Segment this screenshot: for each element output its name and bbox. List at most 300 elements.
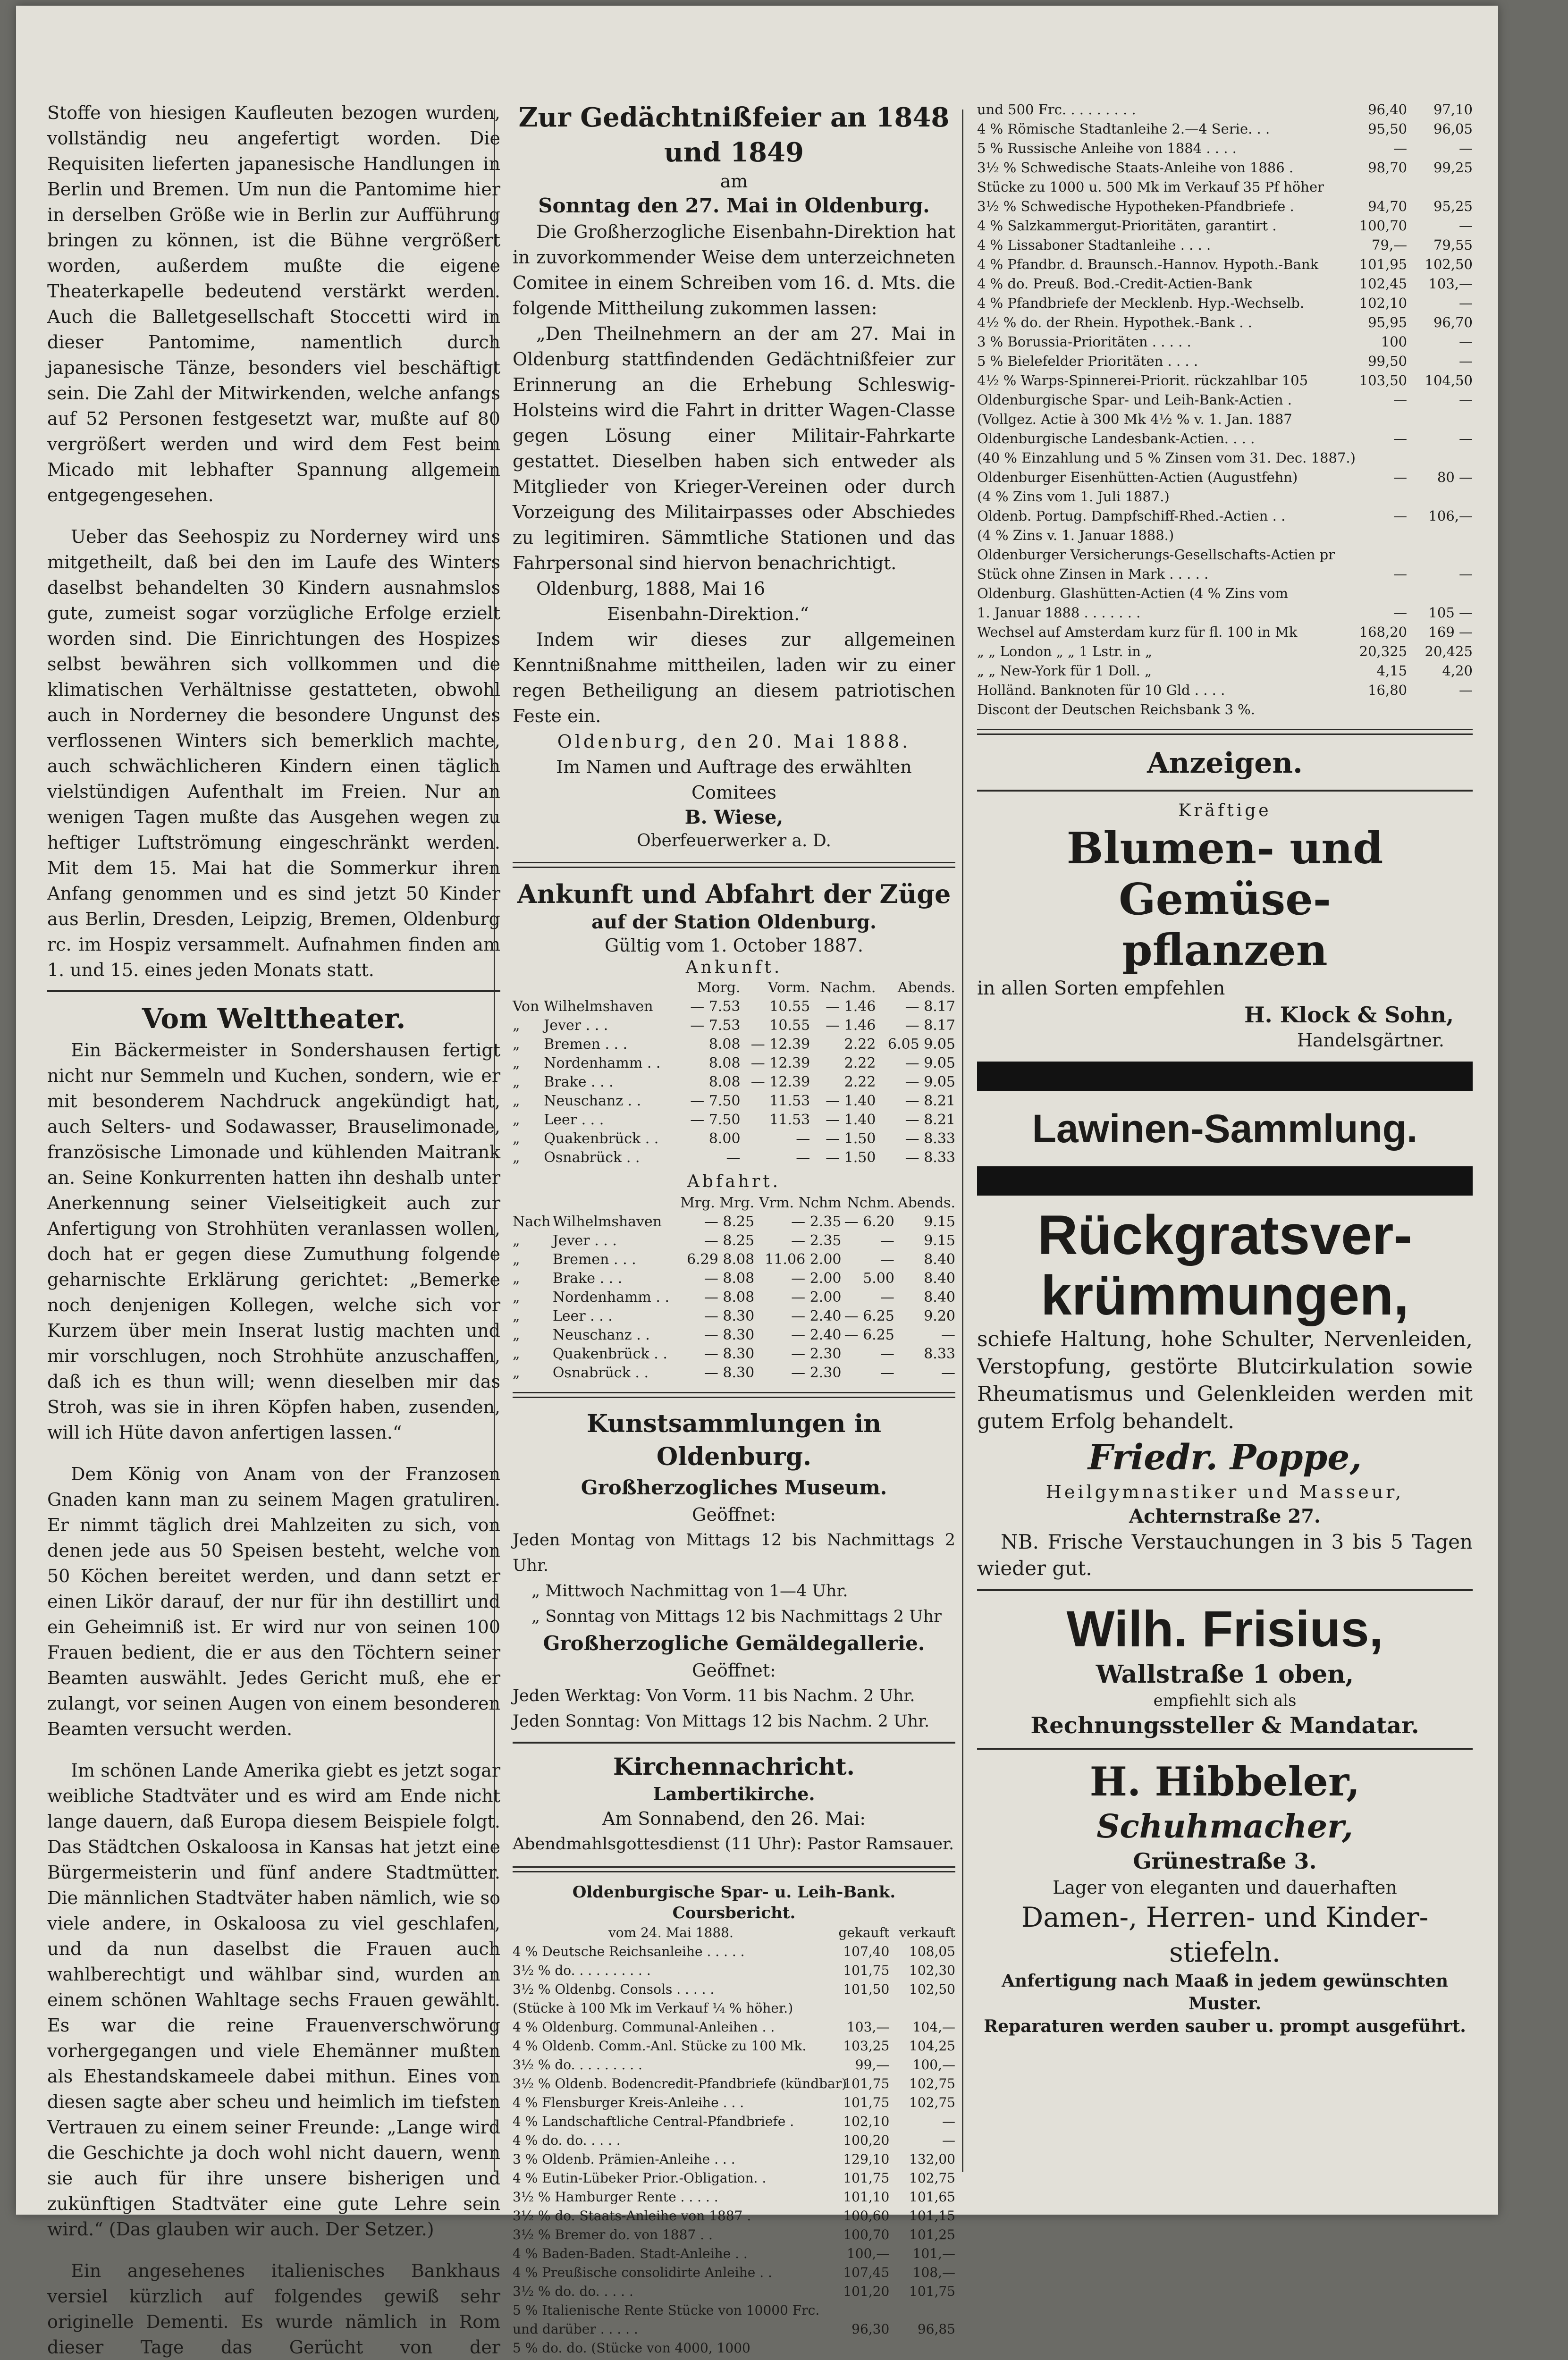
table-header <box>513 1923 955 1942</box>
ad-text: Achternstraße 27. <box>1129 1505 1321 1527</box>
table-cell <box>1341 584 1407 603</box>
table-cell: 3 % Oldenb. Prämien-Anleihe . . . <box>513 2151 735 2167</box>
table-cell: 101,75 <box>843 2170 890 2186</box>
table-cell: 107,40 <box>843 1944 890 1959</box>
table-cell: 3½ % Oldenb. Bodencredit-Pfandbriefe (kündbar) <box>513 2076 847 2091</box>
table-cell: — <box>1459 218 1473 234</box>
text-line: Im Namen und Auftrage des erwählten Comitees <box>556 757 912 803</box>
text-line: Eisenbahn-Direktion.“ <box>607 604 809 624</box>
table-cell: vom 24. Mai 1888. <box>608 1925 733 1940</box>
table-row <box>513 1016 955 1035</box>
table-row <box>977 487 1473 506</box>
table-cell: Vorm. <box>767 979 810 996</box>
table-row <box>977 448 1473 468</box>
table-row <box>977 565 1473 584</box>
table-cell: 100,70 <box>843 2227 890 2242</box>
table-cell: 102,75 <box>909 2076 955 2091</box>
table-cell: — 8.30 <box>704 1308 755 1324</box>
table-row <box>513 1054 955 1073</box>
table-cell: „ <box>513 1308 520 1324</box>
table-cell: „ <box>513 1289 520 1306</box>
table-cell: — <box>1459 334 1473 350</box>
table-cell: 101,75 <box>843 2095 890 2110</box>
table-cell: — 12.39 <box>750 1074 810 1090</box>
table-cell: 101,25 <box>909 2227 955 2242</box>
table-cell: — <box>1393 140 1408 156</box>
table-row <box>513 1980 955 1999</box>
table-row <box>977 526 1473 545</box>
ad-text: Kräftige <box>1178 801 1272 820</box>
table-cell: (40 % Einzahlung und 5 % Zinsen vom 31. Dec. 1887.) <box>977 450 1356 466</box>
table-row <box>513 2188 955 2207</box>
subheading: Großherzogliche Gemäldegallerie. <box>543 1632 925 1655</box>
table-cell: Jever . . . <box>544 1017 608 1034</box>
table-row <box>513 1129 955 1148</box>
table-cell: — 2.40 <box>791 1327 842 1343</box>
table-cell: (4 % Zins vom 1. Juli 1887.) <box>977 489 1170 505</box>
table-row <box>977 119 1473 139</box>
departure-table <box>513 1194 955 1382</box>
table-cell: 103,— <box>1428 276 1473 292</box>
table-cell: „ <box>513 1017 520 1034</box>
table-cell: 129,10 <box>843 2151 890 2167</box>
table-cell <box>1407 448 1473 468</box>
text-line: Jeden Montag von Mittags 12 bis Nachmittags 2 Uhr. <box>513 1531 955 1575</box>
black-bar <box>977 1166 1473 1196</box>
text-line: „ Sonntag von Mittags 12 bis Nachmittags 2 Uhr <box>531 1607 942 1626</box>
table-cell: 103,— <box>846 2019 890 2035</box>
table-cell: 98,70 <box>1368 160 1408 176</box>
article-paragraph: Ein angesehenes italienisches Bankhaus versiel kürzlich auf folgendes gewiß sehr originelle Dementi. Es wurde nämlich in Rom dieser Tage das Gerücht von der <box>47 2260 500 2358</box>
section-heading: Oldenburgische Spar- u. Leih-Bank. Coursbericht. <box>572 1883 896 1922</box>
text-line: Geöffnet: <box>692 1504 776 1525</box>
table-cell: 8.33 <box>924 1346 955 1362</box>
table-cell: 5 % Italienische Rente Stücke von 10000 Frc. und darüber . . . . . <box>513 2302 820 2337</box>
text-line: Jeden Sonntag: Von Mittags 12 bis Nachm. 2 Uhr. <box>513 1712 930 1731</box>
table-cell: — 6.25 <box>844 1308 894 1324</box>
table-cell: „ <box>513 1270 520 1287</box>
table-cell: „ „ London „ „ 1 Lstr. in „ <box>977 643 1153 659</box>
table-cell: Wechsel auf Amsterdam kurz für fl. 100 in Mk <box>977 624 1298 640</box>
table-cell: 2.22 <box>844 1074 876 1090</box>
table-row <box>977 603 1473 623</box>
table-cell: 5 % do. do. (Stücke von 4000, 1000 <box>513 2340 750 2356</box>
table-cell: — 1.46 <box>826 1017 876 1034</box>
table-row <box>513 1092 955 1111</box>
table-cell: — <box>880 1289 894 1306</box>
table-row <box>977 100 1473 119</box>
table-cell: 79,55 <box>1433 237 1473 253</box>
subheading: Sonntag den 27. Mai in Oldenburg. <box>538 194 930 217</box>
table-cell <box>1407 526 1473 545</box>
table-row <box>977 661 1473 681</box>
divider <box>513 1742 955 1744</box>
table-row <box>513 1213 955 1231</box>
table-cell: „ <box>513 1130 520 1147</box>
table-cell: Nordenhamm . . <box>552 1289 670 1306</box>
table-cell: 101,75 <box>909 2284 955 2299</box>
table-cell: 6.05 9.05 <box>887 1036 955 1053</box>
table-row <box>513 1111 955 1129</box>
table-cell: 9.15 <box>924 1232 955 1249</box>
article-paragraph: Ein Bäckermeister in Sondershausen fertigt nicht nur Semmeln und Kuchen, sondern, wie er mit besonderem Nachdruck angekündigt hat, auch Selters- und Sodawasser, Brauselimonade, französische Limonade und kühlenden Maitrank an. Seine Konkurrenten hatten ihn deshalb unter Anerkennung seiner Vielseitigkeit auch zur Anfertigung von Strohhüten veranlassen wollen, doch hat er gegen diese Zumuthung folgende geharnischte Erklärung gerichtet: „Bemerke noch denjenigen Kollegen, welche sich vor Kurzem über mein Inserat lustig machten und mir vorschlugen, noch Strohhüte anzuschaffen, daß ich es thun will; wenn dieselben mir das Stroh, was sie in ihren Köpfen haben, zusenden, will ich Hüte davon anfertigen lassen.“ <box>47 1040 500 1443</box>
table-cell: — 8.08 <box>704 1270 755 1287</box>
table-cell: (Vollgez. Actie à 300 Mk 4½ % v. 1. Jan. 1887 <box>977 411 1292 427</box>
table-cell: 101,75 <box>843 2076 890 2091</box>
table-cell: 94,70 <box>1368 198 1408 214</box>
table-cell <box>1407 177 1473 197</box>
table-cell: 9.15 <box>924 1214 955 1230</box>
table-cell: — <box>1459 392 1473 408</box>
table-cell: Oldenb. Portug. Dampfschiff-Rhed.-Actien . . <box>977 508 1286 524</box>
table-cell <box>1341 177 1407 197</box>
table-cell: 102,50 <box>909 1981 955 1997</box>
table-cell: Abends. <box>897 979 955 996</box>
table-cell: 102,30 <box>909 1963 955 1978</box>
table-cell: — <box>942 2132 955 2148</box>
table-cell: 132,00 <box>909 2151 955 2167</box>
table-cell: (Stücke à 100 Mk im Verkauf ¼ % höher.) <box>513 2000 793 2016</box>
table-cell <box>1407 545 1473 565</box>
table-cell: 4 % Preußische consolidirte Anleihe . . <box>513 2265 772 2280</box>
table-row <box>513 2244 955 2263</box>
table-cell <box>513 1194 553 1213</box>
table-cell: 16,80 <box>1368 682 1408 698</box>
ad-text: in allen Sorten empfehlen <box>977 978 1225 999</box>
subheading: Großherzogliches Museum. <box>581 1476 887 1499</box>
table-cell <box>1341 545 1407 565</box>
table-cell: Neuschanz . . <box>552 1327 650 1343</box>
table-cell: Brake . . . <box>544 1074 614 1090</box>
table-cell: — <box>796 1149 810 1166</box>
table-row <box>977 468 1473 487</box>
table-cell: „ <box>513 1074 520 1090</box>
table-cell: — 8.21 <box>905 1093 955 1109</box>
table-cell: 105 — <box>1428 605 1473 621</box>
table-cell <box>889 1999 955 2018</box>
table-cell: 4 % Oldenburg. Communal-Anleihen . . <box>513 2019 775 2035</box>
ad-text: stiefeln. <box>1169 1936 1281 1968</box>
table-cell: Bremen . . . <box>552 1251 636 1268</box>
table-row <box>513 1148 955 1167</box>
table-cell: — 7.53 <box>690 1017 741 1034</box>
table-cell: Brake . . . <box>552 1270 623 1287</box>
table-cell: 8.40 <box>924 1251 955 1268</box>
table-cell: 101,10 <box>843 2189 890 2205</box>
table-cell: 107,45 <box>843 2265 890 2280</box>
ad-name: H. Klock & Sohn, <box>1244 1002 1454 1028</box>
table-row <box>513 1307 955 1326</box>
ad-text: NB. Frische Verstauchungen in 3 bis 5 Tagen wieder gut. <box>977 1530 1473 1580</box>
table-cell: 4½ % do. der Rhein. Hypothek.-Bank . . <box>977 314 1252 330</box>
table-cell: „ <box>513 1327 520 1343</box>
ad-text: empfiehlt sich als <box>1153 1691 1297 1710</box>
table-cell <box>1341 700 1407 719</box>
table-row <box>513 1250 955 1269</box>
divider <box>977 729 1473 735</box>
table-cell: 20,425 <box>1425 643 1473 659</box>
table-cell: — <box>1459 682 1473 698</box>
table-cell: 108,— <box>912 2265 955 2280</box>
table-cell: — 8.33 <box>905 1149 955 1166</box>
table-cell: 8.40 <box>924 1289 955 1306</box>
table-cell: Von <box>513 998 540 1015</box>
table-cell: 101,95 <box>1359 256 1408 272</box>
table-cell: — 8.08 <box>704 1289 755 1306</box>
table-row <box>977 255 1473 274</box>
table-row <box>977 410 1473 429</box>
text-line: Jeden Werktag: Von Vorm. 11 bis Nachm. 2 Uhr. <box>513 1686 915 1705</box>
table-cell: 4 % Salzkammergut-Prioritäten, garantirt . <box>977 218 1277 234</box>
table-cell: — <box>1393 430 1408 447</box>
table-row <box>977 352 1473 371</box>
table-cell: 4 % Deutsche Reichsanleihe . . . . . <box>513 1944 745 1959</box>
table-cell <box>513 978 544 997</box>
table-cell: 9.20 <box>924 1308 955 1324</box>
table-cell: „ <box>513 1232 520 1249</box>
table-cell: — 8.21 <box>905 1112 955 1128</box>
table-cell: verkauft <box>899 1925 955 1940</box>
table-row <box>513 997 955 1016</box>
table-cell: 169 — <box>1428 624 1473 640</box>
table-cell: 4 % Baden-Baden. Stadt-Anleihe . . <box>513 2246 748 2261</box>
table-cell: 102,45 <box>1359 276 1408 292</box>
ad-headline: H. Hibbeler, <box>1089 1758 1360 1805</box>
table-cell: 10.55 <box>769 998 810 1015</box>
table-cell: 20,325 <box>1359 643 1408 659</box>
table-cell <box>1407 584 1473 603</box>
table-cell: — <box>1459 353 1473 369</box>
table-cell: Osnabrück . . <box>552 1365 649 1381</box>
table-cell: — 2.35 <box>791 1214 842 1230</box>
table-cell: „ <box>513 1149 520 1166</box>
table-cell: — 2.30 <box>791 1365 842 1381</box>
table-cell: „ <box>513 1365 520 1381</box>
ad-text: Rechnungssteller & Mandatar. <box>1030 1712 1419 1739</box>
table-cell: — <box>880 1346 894 1362</box>
table-cell: 3½ % do. . . . . . . . . . <box>513 1963 651 1978</box>
table-row <box>977 390 1473 410</box>
table-cell: Wilhelmshaven <box>552 1214 662 1230</box>
table-cell: Stücke zu 1000 u. 500 Mk im Verkauf 35 Pf höher <box>977 179 1324 195</box>
table-row <box>513 2207 955 2225</box>
table-cell: — 7.50 <box>690 1093 741 1109</box>
table-cell: 101,50 <box>843 1981 890 1997</box>
table-row <box>513 1999 955 2018</box>
table-cell: 4 % Lissaboner Stadtanleihe . . . . <box>977 237 1211 253</box>
table-row <box>977 158 1473 177</box>
table-cell: 101,65 <box>909 2189 955 2205</box>
table-cell: Oldenburgische Spar- und Leih-Bank-Actien . <box>977 392 1292 408</box>
table-cell: 104,— <box>912 2019 955 2035</box>
ad-text: Damen-, Herren- und Kinder- <box>1021 1901 1429 1933</box>
table-cell: — <box>941 1365 955 1381</box>
table-cell: 102,10 <box>1359 295 1408 311</box>
table-cell: 11.06 2.00 <box>765 1251 842 1268</box>
ad-name: Schuhmacher, <box>1096 1808 1353 1846</box>
table-cell: 80 — <box>1437 469 1473 485</box>
table-cell: — 8.25 <box>704 1232 755 1249</box>
article-paragraph: „Den Theilnehmern an der am 27. Mai in Oldenburg stattfindenden Gedächtnißfeier zur Erinnerung an die Erhebung Schleswig-Holsteins wird die Fahrt in dritter Wagen-Classe gegen Lösung einer Militair-Fahrkarte gestattet. Dieselben haben sich entweder als Mitglieder von Krieger-Vereinen oder durch Vorzeigung des Militairpasses oder Abschiedes zu legitimiren. Sämmtliche Stationen und das Fahrpersonal sind hiervon benachrichtigt. <box>513 323 955 573</box>
divider <box>977 1748 1473 1750</box>
table-cell <box>553 1194 676 1213</box>
table-cell <box>829 2339 889 2358</box>
table-cell: — 8.30 <box>704 1346 755 1362</box>
table-cell: Leer . . . <box>552 1308 613 1324</box>
table-row <box>977 700 1473 719</box>
table-cell: — 8.33 <box>905 1130 955 1147</box>
table-cell: 101,75 <box>843 1963 890 1978</box>
article-paragraph: Dem König von Anam von der Franzosen Gnaden kann man zu seinem Magen gratuliren. Er nimmt täglich drei Mahlzeiten zu sich, von denen jede aus 50 Speisen besteht, welche von 50 Köchen bereitet werden, und dann setzt er einen Likör darauf, der nur für ihn destillirt und ein Geheimniß ist. Er wird nur von seinen 100 Frauen bedient, die er aus den Töchtern seiner Beamten auswählt. Jedes Gericht muß, ehe er zulangt, vor seinen Augen von einem besonderen Beamten versucht werden. <box>47 1464 500 1739</box>
table-row <box>513 1288 955 1307</box>
table-cell: — 2.00 <box>791 1289 842 1306</box>
table-cell: 99,25 <box>1433 160 1473 176</box>
table-cell: 8.40 <box>924 1270 955 1287</box>
table-cell <box>1407 410 1473 429</box>
table-cell: 3½ % do. . . . . . . . . <box>513 2057 642 2073</box>
table-cell <box>1341 487 1407 506</box>
table-cell: — <box>796 1130 810 1147</box>
text-line: am <box>720 171 748 192</box>
table-cell: — <box>1459 295 1473 311</box>
text-line: Abendmahlsgottesdienst (11 Uhr): Pastor Ramsauer. <box>513 1835 954 1854</box>
table-cell: (4 % Zins v. 1. Januar 1888.) <box>977 527 1174 543</box>
subheading: auf der Station Oldenburg. <box>591 911 877 933</box>
table-row <box>513 2093 955 2112</box>
table-cell: 5 % Bielefelder Prioritäten . . . . <box>977 353 1198 369</box>
table-row <box>977 642 1473 661</box>
table-cell: Nachm. <box>820 979 876 996</box>
table-row <box>513 2131 955 2150</box>
table-cell: 96,85 <box>917 2321 955 2337</box>
table-cell: „ <box>513 1093 520 1109</box>
divider <box>47 990 500 992</box>
table-cell: 4 % Landschaftliche Central-Pfandbriefe . <box>513 2114 794 2129</box>
subheading: Lambertikirche. <box>653 1783 815 1804</box>
table-cell <box>544 978 681 997</box>
table-cell: Quakenbrück . . <box>544 1130 659 1147</box>
table-cell: — 2.35 <box>791 1232 842 1249</box>
table-cell: 96,70 <box>1433 314 1473 330</box>
table-cell: 8.08 <box>708 1074 741 1090</box>
table-cell: Leer . . . <box>544 1112 604 1128</box>
table-cell: — 12.39 <box>750 1055 810 1071</box>
table-cell: „ <box>513 1251 520 1268</box>
table-row <box>977 332 1473 352</box>
table-cell <box>829 1999 889 2018</box>
table-header <box>513 1194 955 1213</box>
table-cell: — 2.00 <box>791 1270 842 1287</box>
table-row <box>977 313 1473 332</box>
table-cell: — 6.20 <box>844 1214 894 1230</box>
divider <box>977 790 1473 792</box>
table-cell: — <box>1393 508 1408 524</box>
table-cell: — 1.46 <box>826 998 876 1015</box>
table-cell: 3 % Borussia-Prioritäten . . . . . <box>977 334 1191 350</box>
table-cell: Neuschanz . . <box>544 1093 641 1109</box>
table-cell: 4 % Oldenb. Comm.-Anl. Stücke zu 100 Mk. <box>513 2038 807 2054</box>
table-cell: 4 % Pfandbr. d. Braunsch.-Hannov. Hypoth.-Bank <box>977 256 1319 272</box>
section-heading: Zur Gedächtnißfeier an 1848 und 1849 <box>518 102 950 168</box>
table-row <box>513 2339 955 2358</box>
table-row <box>513 1942 955 1961</box>
table-cell: Mrg. Mrg. <box>680 1195 755 1211</box>
table-cell: — <box>1459 430 1473 447</box>
table-cell: Bremen . . . <box>544 1036 628 1053</box>
table-caption: Abfahrt. <box>687 1172 781 1191</box>
ad-headline: Blumen- und Gemüse- <box>1066 823 1383 925</box>
table-row <box>977 216 1473 236</box>
signature: B. Wiese, <box>684 806 784 828</box>
table-cell: — 8.17 <box>905 998 955 1015</box>
section-heading: Kunstsammlungen in Oldenburg. <box>586 1409 882 1471</box>
table-cell: 5.00 <box>863 1270 894 1287</box>
table-cell: Nchm. <box>847 1195 894 1211</box>
table-cell: 4 % Eutin-Lübeker Prior.-Obligation. . <box>513 2170 767 2186</box>
table-cell: „ <box>513 1112 520 1128</box>
table-cell: — 8.25 <box>704 1214 755 1230</box>
table-row <box>513 2112 955 2131</box>
text-line: Gültig vom 1. October 1887. <box>604 935 864 956</box>
text-line: „ Mittwoch Nachmittag von 1—4 Uhr. <box>531 1582 848 1601</box>
bank-rates-table <box>513 1923 955 2358</box>
table-cell: 102,10 <box>843 2114 890 2129</box>
table-cell: 102,75 <box>909 2170 955 2186</box>
table-cell: 6.29 8.08 <box>687 1251 755 1268</box>
arrival-table <box>513 978 955 1167</box>
table-row <box>977 139 1473 158</box>
table-cell: Abends. <box>897 1195 955 1211</box>
table-cell: 103,25 <box>843 2038 890 2054</box>
table-row <box>977 371 1473 390</box>
table-row <box>977 681 1473 700</box>
article-paragraph: Indem wir dieses zur allgemeinen Kenntnißnahme mittheilen, laden wir zu einer regen Betheiligung an diesem patriotischen Feste ein. <box>513 629 955 726</box>
table-cell: 101,20 <box>843 2284 890 2299</box>
table-cell: 4 % Römische Stadtanleihe 2.—4 Serie. . . <box>977 121 1270 137</box>
table-cell: Discont der Deutschen Reichsbank 3 %. <box>977 701 1255 717</box>
text-line: Oldenburg, 1888, Mai 16 <box>536 578 766 599</box>
table-cell: 96,30 <box>851 2321 890 2337</box>
text-line: Geöffnet: <box>692 1660 776 1681</box>
section-heading: Anzeigen. <box>1147 747 1303 780</box>
table-row <box>513 2074 955 2093</box>
table-cell: Wilhelmshaven <box>544 998 653 1015</box>
ad-headline: Lawinen-Sammlung. <box>1032 1106 1418 1151</box>
table-cell: 102,75 <box>909 2095 955 2110</box>
table-row <box>977 623 1473 642</box>
newspaper-page <box>16 6 1498 2358</box>
table-cell: 1. Januar 1888 . . . . . . . <box>977 605 1141 621</box>
table-row <box>513 1961 955 1980</box>
ad-text: Grünestraße 3. <box>1133 1848 1317 1874</box>
table-cell: 100,— <box>846 2246 890 2261</box>
article-paragraph: Stoffe von hiesigen Kaufleuten bezogen wurden, vollständig neu angefertigt worden. Die Requisiten lieferten japanesische Handlungen in Berlin und Bremen. Um nun die Pantomime hier in derselben Größe wie in Berlin zur Aufführung bringen zu können, ist die Bühne vergrößert worden, außerdem mußte die eigene Theaterkapelle bedeutend verstärkt werden. Auch die Balletgesellschaft Stoccetti wird in dieser Pantomime, namentlich durch japanesische Tänze, besonders viel beschäftigt sein. Die Zahl der Mitwirkenden, welche anfangs auf 52 Personen festgesetzt war, mußte auf 80 vergrößert werden und wird dem Fest beim Micado mit lebhafter Spannung allgemein entgegengesehen. <box>47 102 500 506</box>
table-cell: 3½ % Bremer do. von 1887 . . <box>513 2227 713 2242</box>
article-paragraph: Im schönen Lande Amerika giebt es jetzt sogar weibliche Stadtväter und es wird am Ende nicht lange dauern, daß Europa diesem Beispiele folgt. Das Städtchen Oskaloosa in Kansas hat jetzt eine Bürgermeisterin und fünf andere Stadtmütter. Die männlichen Stadtväter haben nämlich, wie so viele andere, in Oskaloosa zu viel geschlafen, und da nun daselbst die Frauen auch wahlberechtigt und wählbar sind, wurden an einem schönen Wahltage sechs Frauen gewählt. Es war die reine Frauenverschwörung vorhergegangen und viele Ehemänner mußten als Ehestandskameele dabei mithun. Eines von diesen sagte aber scheu und heimlich im tiefsten Vertrauen zu einem seiner Freunde: „Lange wird die Geschichte ja doch wohl nicht dauern, wenn sie auch für ihre unsere bisherigen und zukünftigen Stadtväter eine gute Lehre sein wird.“ (Das glauben wir auch. Der Setzer.) <box>47 1760 500 2240</box>
text-line: Oberfeuerwerker a. D. <box>637 831 831 851</box>
table-cell: 3½ % Schwedische Staats-Anleihe von 1886 . <box>977 160 1294 176</box>
table-caption: Ankunft. <box>685 958 783 977</box>
table-cell: — <box>1459 140 1473 156</box>
table-cell: — 8.17 <box>905 1017 955 1034</box>
table-row <box>513 2169 955 2188</box>
ad-headline: krümmungen, <box>1040 1264 1409 1327</box>
table-cell: — <box>880 1365 894 1381</box>
table-cell: 101,15 <box>909 2208 955 2224</box>
table-cell: 106,— <box>1428 508 1473 524</box>
divider <box>513 862 955 868</box>
table-cell: — 7.53 <box>690 998 741 1015</box>
